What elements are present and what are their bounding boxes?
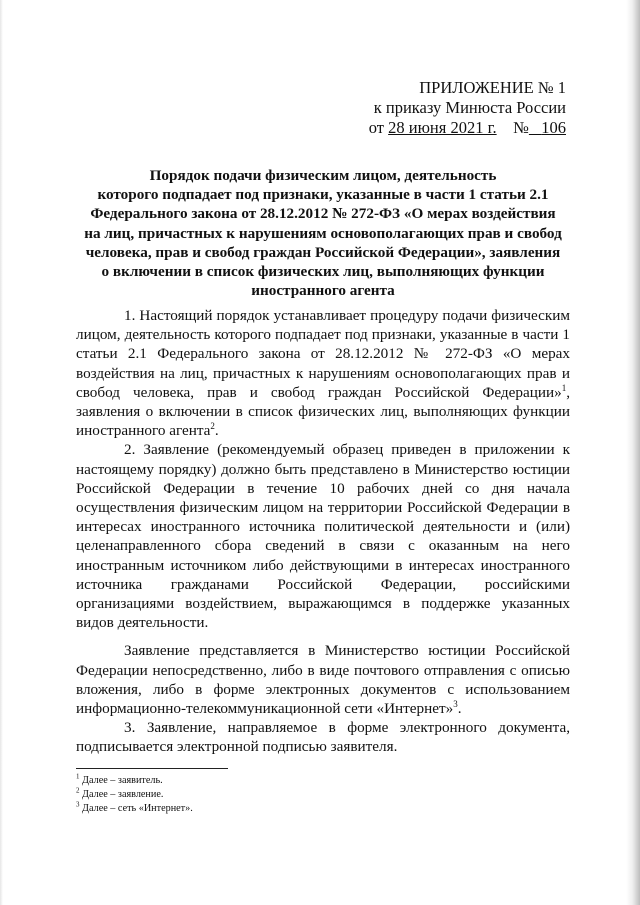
paragraph-3: Заявление представляется в Министерство юстиции Российской Федерации непосредственно, либо в виде почтового отправления с описью вложения, либо в форме электронных документов с использованием информационно-телекоммуникационной сети «Интернет»$^3$. [76, 642, 570, 718]
footnote-ref-2: 2 [210, 421, 215, 432]
scan-left-edge [0, 0, 3, 905]
footnote-ref-1: 1 [561, 382, 567, 393]
title-line: иностранного агента [251, 282, 395, 300]
document-title [74, 166, 572, 300]
footnote-item: $^1$ Далее – заявитель. [76, 772, 163, 786]
paragraph-4: 3. Заявление, направляемое в форме электронного документа, подписывается электронной подписью заявителя. [76, 719, 570, 756]
appendix-header [330, 78, 566, 138]
number-prefix: № [513, 118, 529, 137]
footnotes [76, 774, 376, 815]
title-line: на лиц, причастных к нарушениям основополагающих прав и свобод [84, 224, 562, 242]
paragraph-1: 1. Настоящий порядок устанавливает процедуру подачи физическим лицом, деятельность которого подпадает под признаки, указанные в части 1 статьи 2.1 Федерального закона от 28.12.2012 № 272-ФЗ «О мерах воздействия на лиц, причастных к нарушениям основополагающих прав и свобод человека, прав и свобод граждан Российской Федерации»$^1$, заявления о включении в список физических лиц, выполняющих функции иностранного агента$^2$. [76, 307, 570, 440]
footnote-item: $^3$ Далее – сеть «Интернет». [76, 800, 193, 814]
order-date: 28 июня 2021 г. [388, 118, 497, 137]
title-line: человека, прав и свобод граждан Российской Федерации», заявления [85, 243, 561, 261]
title-line: Порядок подачи физическим лицом, деятельность [149, 167, 497, 184]
footnote-item: $^2$ Далее – заявление. [76, 786, 164, 800]
appendix-date-line [330, 118, 566, 138]
document-body [76, 306, 570, 757]
appendix-order-ref: к приказу Минюста России [373, 98, 566, 117]
title-line: о включении в список физических лиц, выполняющих функции [101, 263, 545, 281]
scan-right-edge [626, 0, 640, 905]
date-prefix: от [368, 118, 389, 137]
title-line: которого подпадает под признаки, указанные в части 1 статьи 2.1 [97, 186, 549, 204]
order-number: 106 [541, 118, 566, 137]
title-line: Федерального закона от 28.12.2012 № 272-ФЗ «О мерах воздействия [90, 205, 556, 223]
paragraph-2: 2. Заявление (рекомендуемый образец приведен в приложении к настоящему порядку) должно быть представлено в Министерство юстиции Российской Федерации в течение 10 рабочих дней со дня начала осуществления физическим лицом на территории Российской Федерации в интересах иностранного источника политической деятельности и (или) целенаправленного сбора сведений в связи с оказанным на него иностранным источником либо действующими в интересах иностранного источника гражданами Российской Федерации, российскими организациями воздействием, выражающимся в поддержке указанных видов деятельности. [76, 441, 570, 632]
footnote-separator [76, 768, 228, 769]
appendix-title: ПРИЛОЖЕНИЕ № 1 [419, 78, 566, 97]
footnote-ref-3: 3 [453, 699, 458, 709]
